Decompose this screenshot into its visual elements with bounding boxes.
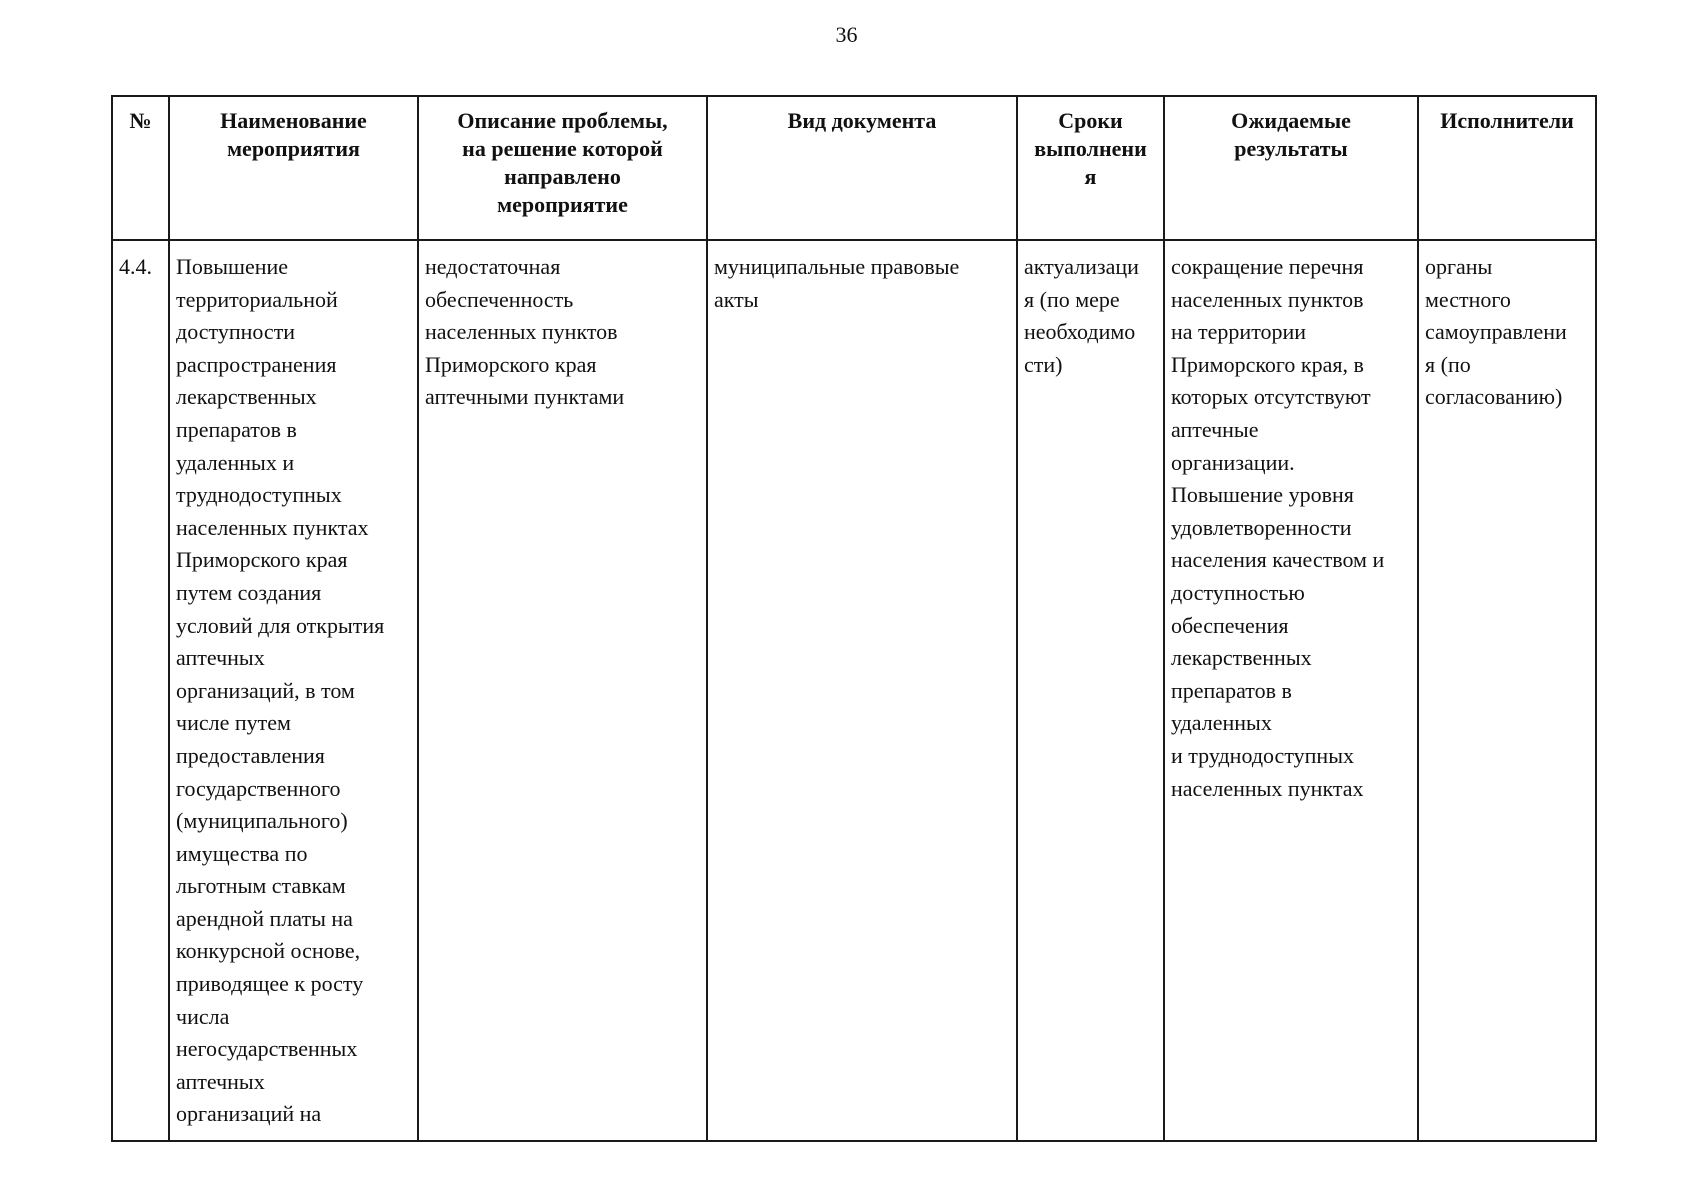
header-document-type: Вид документа — [707, 96, 1017, 240]
cell-document-type: муниципальные правовые акты — [707, 240, 1017, 1141]
cell-expected-results: сокращение перечня населенных пунктов на территории Приморского края, в которых отсутствуют аптечные организации. Повышение уровня удовлетворенности населения качеством и доступностью обеспечения лекарственных препаратов в удаленных и труднодоступных населенных пунктах — [1164, 240, 1418, 1141]
header-problem-description: Описание проблемы, на решение которой направлено мероприятие — [418, 96, 707, 240]
header-deadline: Сроки выполнени я — [1017, 96, 1164, 240]
cell-number: 4.4. — [112, 240, 169, 1141]
cell-executors: органы местного самоуправлени я (по согласованию) — [1418, 240, 1596, 1141]
header-measure-name: Наименование мероприятия — [169, 96, 418, 240]
table-row — [112, 240, 1596, 1141]
cell-measure-name: Повышение территориальной доступности распространения лекарственных препаратов в удаленных и труднодоступных населенных пунктах Приморского края путем создания условий для открытия аптечных организаций, в том числе путем предоставления государственного (муниципального) имущества по льготным ставкам арендной платы на конкурсной основе, приводящее к росту числа негосударственных аптечных организаций на — [169, 240, 418, 1141]
cell-deadline: актуализаци я (по мере необходимо сти) — [1017, 240, 1164, 1141]
header-executors: Исполнители — [1418, 96, 1596, 240]
measures-table — [111, 95, 1597, 1142]
table-header-row — [112, 96, 1596, 240]
header-expected-results: Ожидаемые результаты — [1164, 96, 1418, 240]
header-number: № — [112, 96, 169, 240]
page-number: 36 — [835, 22, 858, 47]
cell-problem-description: недостаточная обеспеченность населенных пунктов Приморского края аптечными пунктами — [418, 240, 707, 1141]
